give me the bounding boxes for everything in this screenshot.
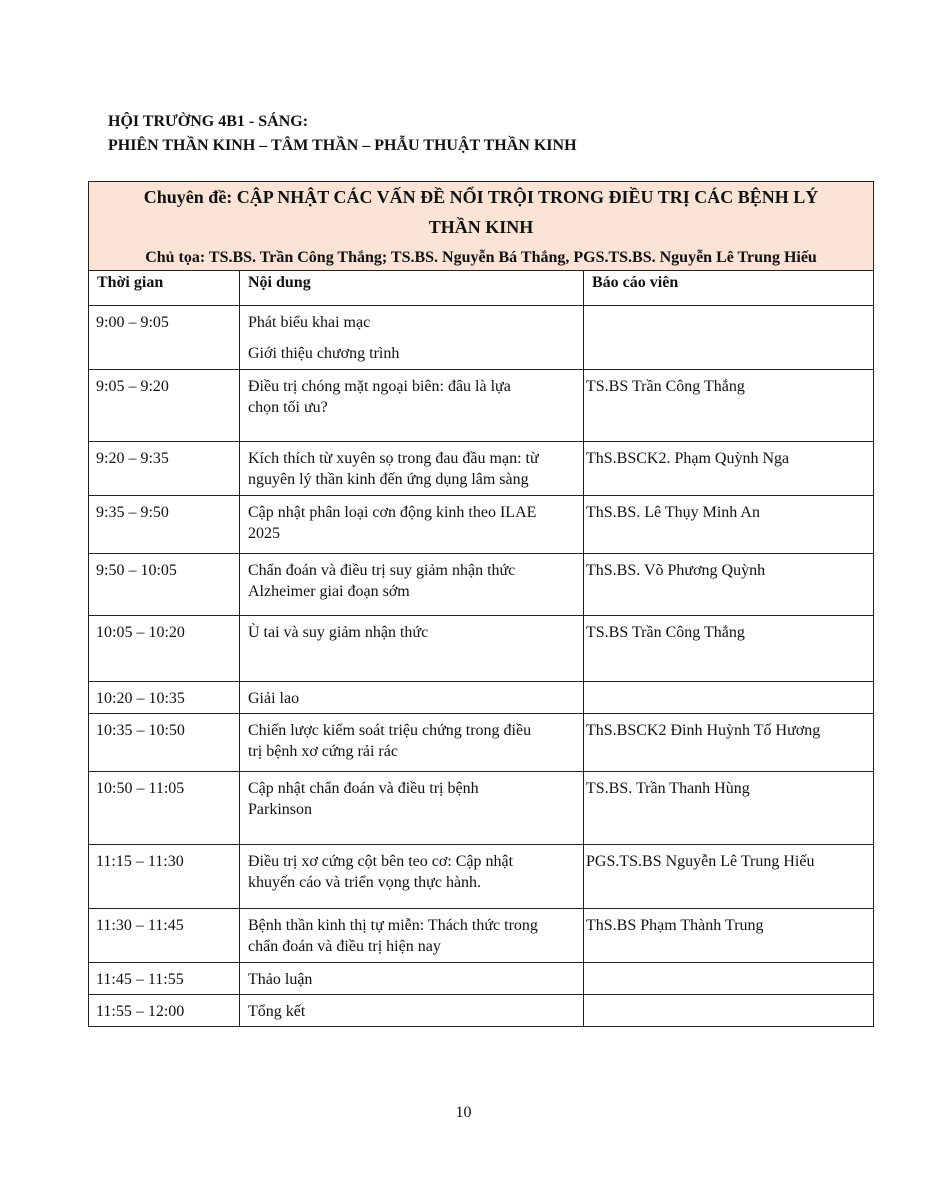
content-cell [240,995,584,1027]
speaker-cell: TS.BS Trần Công Thắng [584,616,874,682]
col-header-content: Nội dung [240,271,584,306]
content-cell [240,370,584,442]
content-line: Ù tai và suy giảm nhận thức [248,624,429,641]
content-cell [240,554,584,616]
content-cell [240,496,584,554]
speaker-cell: ThS.BS. Võ Phương Quỳnh [584,554,874,616]
content-cell [240,306,584,370]
time-cell: 11:30 – 11:45 [89,909,240,963]
content-cell [240,909,584,963]
content-cell [240,442,584,496]
content-line: Alzheimer giai đoạn sớm [248,583,410,600]
chair-line: Chủ tọa: TS.BS. Trần Công Thắng; TS.BS. Nguyễn Bá Thắng, PGS.TS.BS. Nguyễn Lê Trung Hiếu [145,249,817,266]
content-line: Chẩn đoán và điều trị suy giảm nhận thức [248,562,516,579]
content-cell [240,963,584,995]
content-line: nguyên lý thần kinh đến ứng dụng lâm sàng [248,471,529,488]
time-cell: 9:50 – 10:05 [89,554,240,616]
speaker-cell: ThS.BSCK2 Đinh Huỳnh Tố Hương [584,714,874,772]
content-line: Điều trị xơ cứng cột bên teo cơ: Cập nhật [248,853,514,870]
content-cell [240,616,584,682]
speaker-cell: TS.BS. Trần Thanh Hùng [584,772,874,845]
col-header-time: Thời gian [89,271,240,306]
content-line: Giải lao [248,690,300,707]
content-line: Thảo luận [248,971,313,988]
content-line: chọn tối ưu? [248,399,328,416]
time-cell: 10:05 – 10:20 [89,616,240,682]
content-cell [240,845,584,909]
speaker-cell: TS.BS Trần Công Thắng [584,370,874,442]
content-cell [240,682,584,714]
time-cell: 9:20 – 9:35 [89,442,240,496]
content-line: Phát biểu khai mạc [248,314,371,331]
time-cell: 10:20 – 10:35 [89,682,240,714]
content-line: chẩn đoán và điều trị hiện nay [248,938,441,955]
speaker-cell [584,306,874,370]
hall-title: HỘI TRƯỜNG 4B1 - SÁNG: [108,113,309,130]
topic-line-1: Chuyên đề: CẬP NHẬT CÁC VẤN ĐỀ NỔI TRỘI TRONG ĐIỀU TRỊ CÁC BỆNH LÝ [143,187,819,207]
topic-row [89,182,874,271]
content-line: Điều trị chóng mặt ngoại biên: đâu là lựa [248,378,511,395]
content-cell [240,714,584,772]
content-cell [240,772,584,845]
session-title: PHIÊN THẦN KINH – TÂM THẦN – PHẪU THUẬT THẦN KINH [108,137,577,154]
table-row [89,845,874,909]
content-line: Chiến lược kiểm soát triệu chứng trong điều [248,722,532,739]
content-line: khuyến cáo và triển vọng thực hành. [248,874,482,891]
content-line: Giới thiệu chương trình [248,345,400,362]
time-cell: 9:35 – 9:50 [89,496,240,554]
table-row [89,306,874,370]
content-line: Tổng kết [248,1003,306,1020]
content-line: 2025 [248,525,280,542]
table-row [89,442,874,496]
speaker-cell [584,995,874,1027]
time-cell: 9:00 – 9:05 [89,306,240,370]
schedule-table [88,181,874,1027]
speaker-cell [584,963,874,995]
topic-cell [89,182,874,271]
table-row [89,772,874,845]
table-row [89,554,874,616]
table-row [89,995,874,1027]
time-cell: 9:05 – 9:20 [89,370,240,442]
speaker-cell [584,682,874,714]
content-line: Bệnh thần kinh thị tự miễn: Thách thức trong [248,917,538,934]
table-row [89,496,874,554]
content-line: Cập nhật chẩn đoán và điều trị bệnh [248,780,479,797]
topic-line-2: THẦN KINH [428,217,534,237]
time-cell: 11:45 – 11:55 [89,963,240,995]
table-row [89,963,874,995]
table-row [89,909,874,963]
col-header-speaker: Báo cáo viên [584,271,874,306]
content-line: Cập nhật phân loại cơn động kinh theo ILAE [248,504,537,521]
time-cell: 10:50 – 11:05 [89,772,240,845]
speaker-cell: ThS.BS. Lê Thụy Minh An [584,496,874,554]
speaker-cell: ThS.BSCK2. Phạm Quỳnh Nga [584,442,874,496]
schedule-rows [89,306,874,1027]
speaker-cell: PGS.TS.BS Nguyễn Lê Trung Hiếu [584,845,874,909]
table-row [89,616,874,682]
speaker-cell: ThS.BS Phạm Thành Trung [584,909,874,963]
content-line: trị bệnh xơ cứng rải rác [248,743,398,760]
time-cell: 11:15 – 11:30 [89,845,240,909]
time-cell: 11:55 – 12:00 [89,995,240,1027]
hall-heading [108,110,577,158]
header-row [89,271,874,306]
page-number: 10 [455,1104,472,1121]
table-row [89,370,874,442]
content-line: Kích thích từ xuyên sọ trong đau đầu mạn: từ [248,450,539,467]
table-row [89,714,874,772]
table-row [89,682,874,714]
time-cell: 10:35 – 10:50 [89,714,240,772]
content-line: Parkinson [248,801,312,818]
